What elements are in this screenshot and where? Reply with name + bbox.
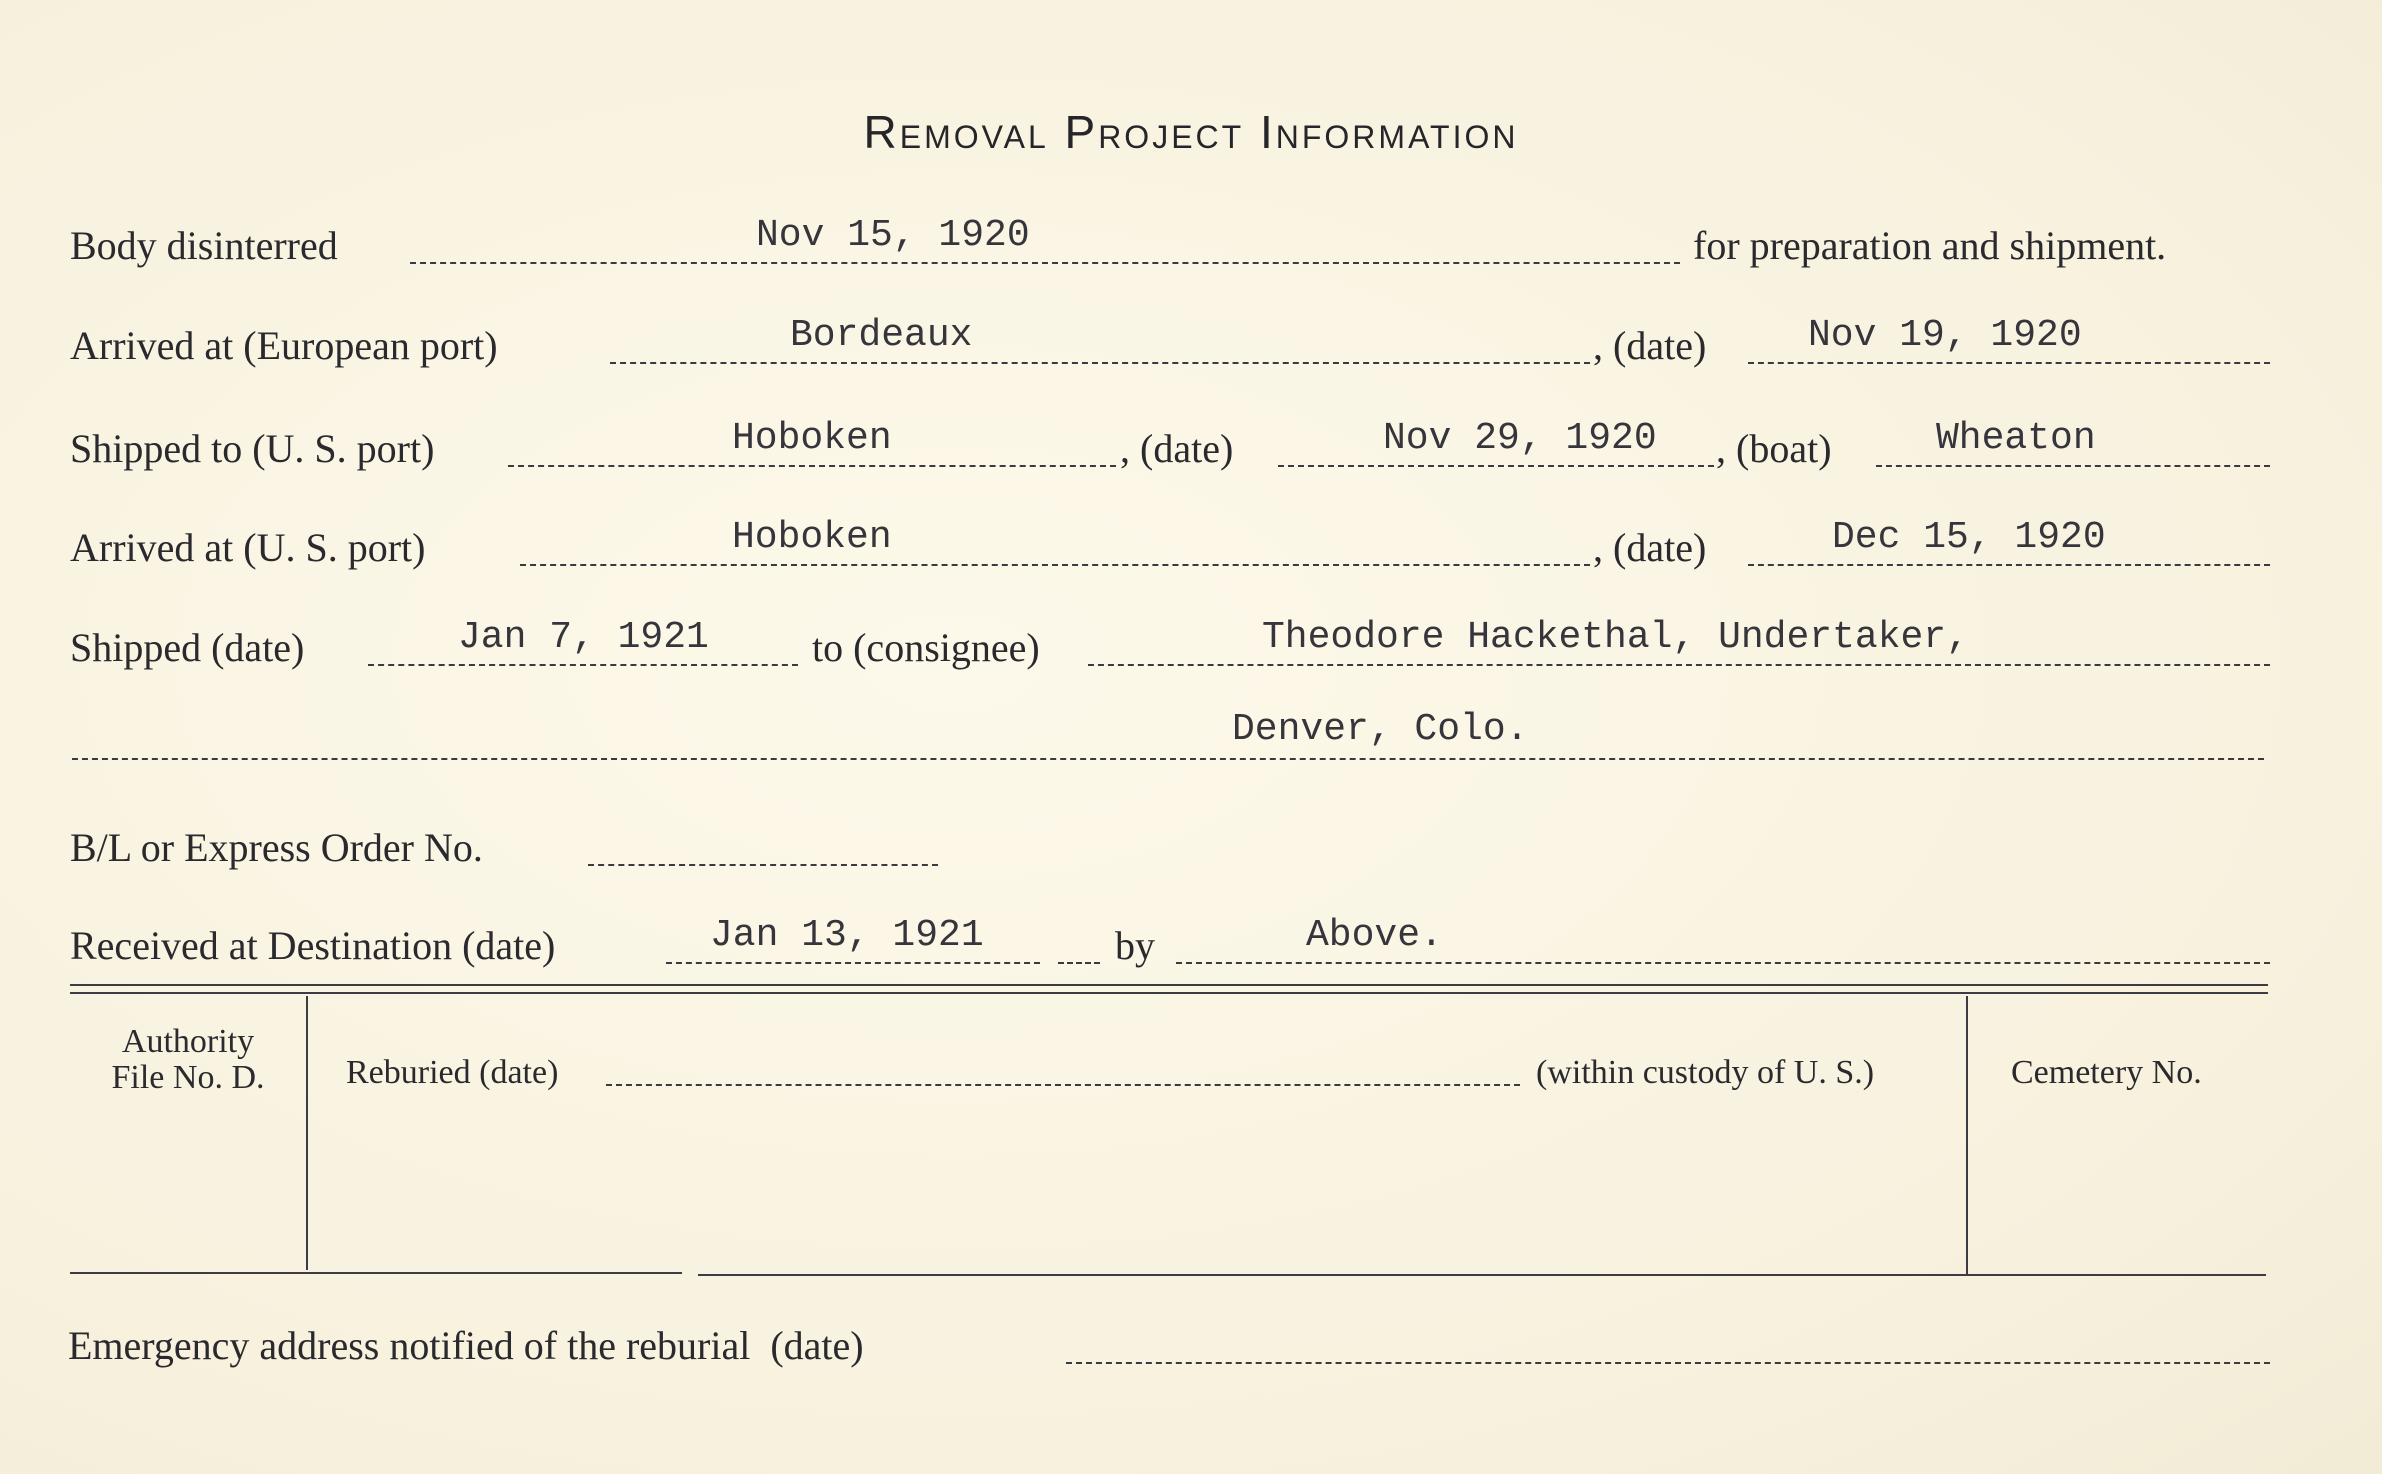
row-shipped-date <box>0 616 2382 684</box>
arrived-european-line <box>610 362 1590 364</box>
shipped-us-boat-value: Wheaton <box>1936 417 2096 460</box>
arrived-us-label: Arrived at (U. S. port) <box>70 525 426 570</box>
consignee-line2-line <box>72 758 2264 760</box>
received-by-line <box>1176 962 2270 964</box>
consignee-line <box>1088 664 2270 666</box>
bl-order-line <box>588 864 938 866</box>
arrived-european-date-label: , (date) <box>1593 323 1707 368</box>
arrived-us-line <box>520 564 1590 566</box>
consignee-label: to (consignee) <box>812 625 1040 670</box>
arrived-us-date-line <box>1748 564 2270 566</box>
table-bottom-rule-right <box>698 1274 2266 1276</box>
emergency-line <box>1066 1362 2270 1364</box>
consignee-value: Theodore Hackethal, Undertaker, <box>1262 616 1969 659</box>
arrived-european-label: Arrived at (European port) <box>70 323 498 368</box>
received-by-label: by <box>1115 923 1155 968</box>
shipped-us-boat-label: , (boat) <box>1716 426 1832 471</box>
shipped-us-boat-line <box>1876 465 2270 467</box>
shipped-us-label: Shipped to (U. S. port) <box>70 426 435 471</box>
received-line <box>666 962 1040 964</box>
body-disinterred-label: Body disinterred <box>70 223 338 268</box>
shipped-us-date-value: Nov 29, 1920 <box>1383 417 1657 460</box>
arrived-us-value: Hoboken <box>732 516 892 559</box>
arrived-european-date-value: Nov 19, 1920 <box>1808 314 2082 357</box>
row-shipped-us <box>0 417 2382 485</box>
card-title: Removal Project Information <box>863 106 1519 158</box>
row-consignee-line2 <box>0 708 2382 776</box>
arrived-european-value: Bordeaux <box>790 314 973 357</box>
table-top-rule <box>70 984 2268 994</box>
shipped-date-line <box>368 664 798 666</box>
custody-label: (within custody of U. S.) <box>1536 1054 1875 1091</box>
body-disinterred-value: Nov 15, 1920 <box>756 214 1030 257</box>
received-value: Jan 13, 1921 <box>710 914 984 957</box>
shipped-us-value: Hoboken <box>732 417 892 460</box>
body-disinterred-line <box>410 262 1680 264</box>
row-body-disinterred <box>0 214 2382 282</box>
consignee-line2-value: Denver, Colo. <box>1232 708 1529 751</box>
bl-order-label: B/L or Express Order No. <box>70 825 483 870</box>
row-arrived-us <box>0 516 2382 584</box>
row-emergency <box>0 1322 2382 1382</box>
shipped-us-date-label: , (date) <box>1120 426 1234 471</box>
row-bl-order <box>0 824 2382 884</box>
emergency-label: Emergency address notified of the reburial (date) <box>68 1323 864 1368</box>
shipped-date-label: Shipped (date) <box>70 625 305 670</box>
shipped-date-value: Jan 7, 1921 <box>458 616 709 659</box>
arrived-european-date-line <box>1748 362 2270 364</box>
received-by-value: Above. <box>1306 914 1443 957</box>
table-bottom-rule-left <box>70 1272 682 1274</box>
table-divider-left <box>306 996 308 1270</box>
authority-line1: Authority <box>121 1023 255 1060</box>
table-divider-right <box>1966 996 1968 1274</box>
arrived-us-date-value: Dec 15, 1920 <box>1832 516 2106 559</box>
received-line-2 <box>1058 962 1100 964</box>
authority-cell <box>70 1024 306 1096</box>
reburied-line <box>606 1084 1520 1086</box>
arrived-us-date-label: , (date) <box>1593 525 1707 570</box>
authority-line2: File No. D. <box>111 1059 265 1096</box>
body-disinterred-suffix: for preparation and shipment. <box>1693 223 2167 268</box>
reburied-label: Reburied (date) <box>346 1054 559 1091</box>
shipped-us-date-line <box>1278 465 1714 467</box>
row-arrived-european <box>0 314 2382 382</box>
cemetery-label: Cemetery No. <box>2011 1054 2202 1091</box>
received-label: Received at Destination (date) <box>70 923 556 968</box>
shipped-us-line <box>508 465 1116 467</box>
row-received <box>0 914 2382 982</box>
